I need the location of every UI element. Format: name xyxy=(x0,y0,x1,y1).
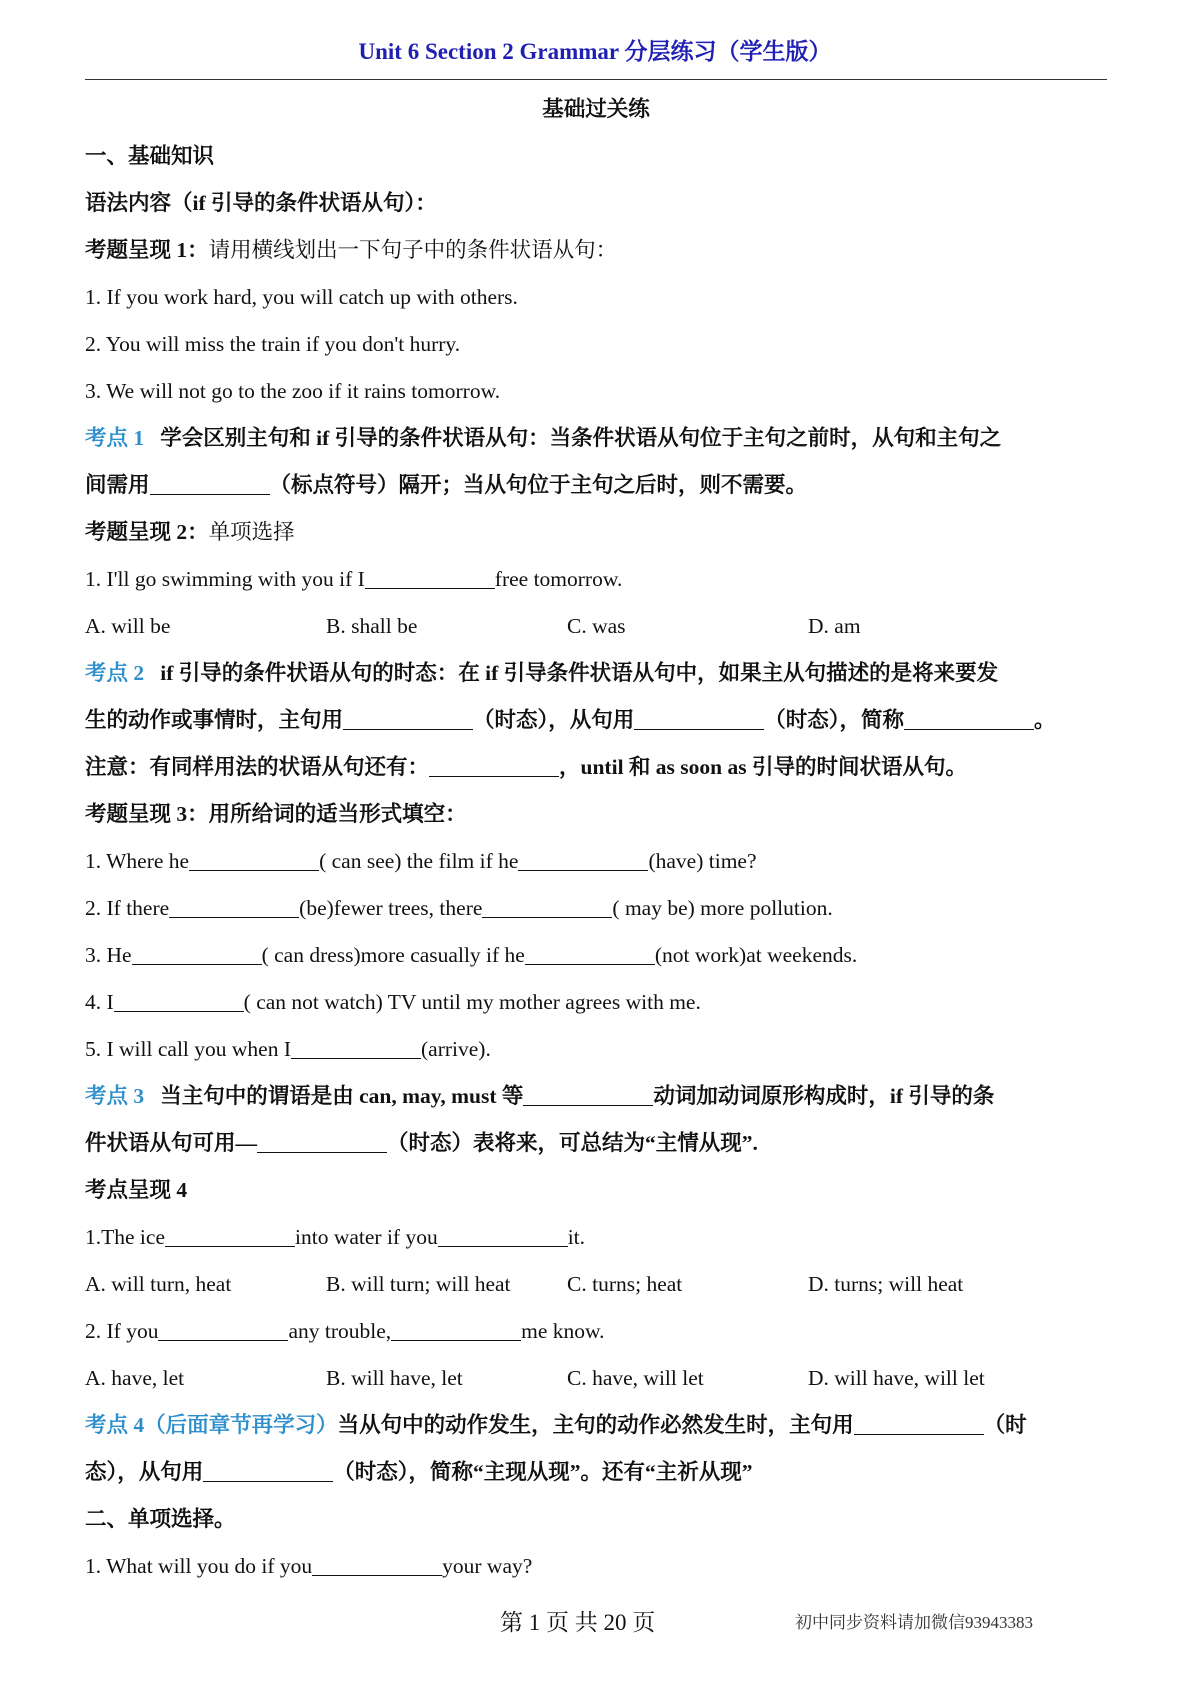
point3-text: 动词加动词原形构成时，if 引导的条 xyxy=(653,1084,995,1108)
q3-text: (not work)at weekends. xyxy=(654,943,858,967)
q1-item: 2. You will miss the train if you don't hurry. xyxy=(85,332,461,356)
answer-blank[interactable] xyxy=(343,707,473,730)
q3-text: 5. I will call you when I xyxy=(85,1037,291,1061)
answer-blank[interactable] xyxy=(150,472,270,495)
q3-text: 1. Where he xyxy=(85,849,190,873)
part2-heading: 二、单项选择。 xyxy=(85,1507,236,1531)
answer-blank[interactable] xyxy=(523,1083,653,1106)
answer-blank[interactable] xyxy=(169,895,299,918)
header-divider xyxy=(85,79,1107,80)
q4-header: 考点呈现 4 xyxy=(85,1178,188,1202)
point4-text: 态），从句用 xyxy=(85,1460,204,1484)
answer-blank[interactable] xyxy=(854,1412,984,1435)
point2-text: 。 xyxy=(1034,708,1056,732)
q3-text: ( can see) the film if he xyxy=(319,849,519,873)
answer-blank[interactable] xyxy=(114,989,244,1012)
option-b[interactable]: B. shall be xyxy=(326,614,418,638)
section-title: 基础过关练 xyxy=(542,97,650,121)
option-a[interactable]: A. will turn, heat xyxy=(85,1272,232,1296)
q3-item xyxy=(85,885,1107,932)
option-c[interactable]: C. turns; heat xyxy=(567,1272,683,1296)
point3-text: （时态）表将来，可总结为“主情从现”. xyxy=(387,1131,758,1155)
point1-text: 间需用 xyxy=(85,473,150,497)
q1-item: 3. We will not go to the zoo if it rains tomorrow. xyxy=(85,379,501,403)
q4-text: any trouble, xyxy=(288,1319,392,1343)
q4-options xyxy=(85,1355,1107,1402)
point1-text: （标点符号）隔开；当从句位于主句之后时，则不需要。 xyxy=(269,473,808,497)
answer-blank[interactable] xyxy=(291,1036,421,1059)
part2-item xyxy=(85,1543,1107,1590)
q4-item xyxy=(85,1214,1107,1261)
part2-text: 1. What will you do if you xyxy=(85,1554,313,1578)
q3-text: 4. I xyxy=(85,990,114,1014)
option-d[interactable]: D. will have, will let xyxy=(808,1366,985,1390)
point2-text: （时态），从句用 xyxy=(473,708,635,732)
q3-header: 考题呈现 3：用所给词的适当形式填空： xyxy=(85,802,467,826)
point4-label: 考点 4（后面章节再学习） xyxy=(85,1413,338,1437)
point4-line1 xyxy=(85,1402,1107,1449)
answer-blank[interactable] xyxy=(429,754,559,777)
option-d[interactable]: D. am xyxy=(808,614,861,638)
answer-blank[interactable] xyxy=(165,1224,295,1247)
point4-text: （时 xyxy=(983,1413,1027,1437)
q4-text: me know. xyxy=(521,1319,605,1343)
q4-item xyxy=(85,1308,1107,1355)
point1-line2 xyxy=(85,462,1107,509)
point4-text: 当从句中的动作发生，主句的动作必然发生时，主句用 xyxy=(337,1413,854,1437)
page-number: 第 1 页 共 20 页 xyxy=(500,1610,656,1635)
q1-header xyxy=(85,227,1107,274)
q3-text: ( can not watch) TV until my mother agrees with me. xyxy=(243,990,701,1014)
q3-text: (be)fewer trees, there xyxy=(299,896,483,920)
option-c[interactable]: C. was xyxy=(567,614,626,638)
option-b[interactable]: B. will have, let xyxy=(326,1366,463,1390)
answer-blank[interactable] xyxy=(189,848,319,871)
answer-blank[interactable] xyxy=(634,707,764,730)
q4-text: 2. If you xyxy=(85,1319,159,1343)
point1-text: 学会区别主句和 if 引导的条件状语从句：当条件状语从句位于主句之前时，从句和主句之 xyxy=(160,426,1002,450)
answer-blank[interactable] xyxy=(904,707,1034,730)
answer-blank[interactable] xyxy=(257,1130,387,1153)
option-b[interactable]: B. will turn; will heat xyxy=(326,1272,511,1296)
q3-item xyxy=(85,838,1107,885)
page-footer xyxy=(0,1604,1190,1638)
part2-text: your way? xyxy=(442,1554,533,1578)
point2-text: 生的动作或事情时，主句用 xyxy=(85,708,344,732)
q3-item xyxy=(85,932,1107,979)
q2-text: 1. I'll go swimming with you if I xyxy=(85,567,365,591)
q2-text: free tomorrow. xyxy=(494,567,623,591)
q4-text: into water if you xyxy=(295,1225,438,1249)
q3-text: (have) time? xyxy=(648,849,757,873)
q1-instruction: 请用横线划出一下句子中的条件状语从句： xyxy=(208,238,618,262)
answer-blank[interactable] xyxy=(203,1459,333,1482)
q3-text: ( may be) more pollution. xyxy=(612,896,833,920)
note-text: ，until 和 as soon as 引导的时间状语从句。 xyxy=(559,755,967,779)
point3-text: 当主句中的谓语是由 can, may, must 等 xyxy=(160,1084,524,1108)
point3-line2 xyxy=(85,1120,1107,1167)
q2-header xyxy=(85,509,1107,556)
answer-blank[interactable] xyxy=(312,1553,442,1576)
q4-text: it. xyxy=(567,1225,586,1249)
q3-text: (arrive). xyxy=(421,1037,491,1061)
option-d[interactable]: D. turns; will heat xyxy=(808,1272,964,1296)
q3-text: ( can dress)more casually if he xyxy=(261,943,525,967)
answer-blank[interactable] xyxy=(518,848,648,871)
answer-blank[interactable] xyxy=(525,942,655,965)
option-a[interactable]: A. have, let xyxy=(85,1366,185,1390)
point4-text: （时态），简称“主现从现”。还有“主祈从现” xyxy=(333,1460,753,1484)
q2-instruction: 单项选择 xyxy=(208,520,295,544)
point4-line2 xyxy=(85,1449,1107,1496)
point1-line1 xyxy=(85,415,1107,462)
q2-item xyxy=(85,556,1107,603)
part1-heading: 一、基础知识 xyxy=(85,144,215,168)
q3-text: 3. He xyxy=(85,943,132,967)
point2-note xyxy=(85,744,1107,791)
point2-label: 考点 2 xyxy=(85,661,145,685)
q4-text: 1.The ice xyxy=(85,1225,165,1249)
option-a[interactable]: A. will be xyxy=(85,614,171,638)
answer-blank[interactable] xyxy=(482,895,612,918)
option-c[interactable]: C. have, will let xyxy=(567,1366,704,1390)
q1-item: 1. If you work hard, you will catch up with others. xyxy=(85,285,518,309)
point2-text: if 引导的条件状语从句的时态：在 if 引导条件状语从句中，如果主从句描述的是将来要发 xyxy=(160,661,999,685)
answer-blank[interactable] xyxy=(438,1224,568,1247)
answer-blank[interactable] xyxy=(365,566,495,589)
point3-line1 xyxy=(85,1073,1107,1120)
q3-item xyxy=(85,979,1107,1026)
q4-options xyxy=(85,1261,1107,1308)
answer-blank[interactable] xyxy=(158,1318,288,1341)
q1-label: 考题呈现 1： xyxy=(85,238,209,262)
document-header-title: Unit 6 Section 2 Grammar 分层练习（学生版） xyxy=(358,39,832,64)
point1-label: 考点 1 xyxy=(85,426,145,450)
note-text: 注意：有同样用法的状语从句还有： xyxy=(85,755,430,779)
point2-text: （时态），简称 xyxy=(764,708,905,732)
grammar-content: 语法内容（if 引导的条件状语从句）： xyxy=(85,191,437,215)
q2-options xyxy=(85,603,1107,650)
point3-label: 考点 3 xyxy=(85,1084,145,1108)
point2-line2 xyxy=(85,697,1107,744)
answer-blank[interactable] xyxy=(132,942,262,965)
point3-text: 件状语从句可用— xyxy=(85,1131,258,1155)
wechat-note: 初中同步资料请加微信93943383 xyxy=(795,1613,1033,1632)
answer-blank[interactable] xyxy=(391,1318,521,1341)
q3-text: 2. If there xyxy=(85,896,170,920)
q3-item xyxy=(85,1026,1107,1073)
document-body xyxy=(85,86,1107,1590)
q2-label: 考题呈现 2： xyxy=(85,520,209,544)
point2-line1 xyxy=(85,650,1107,697)
